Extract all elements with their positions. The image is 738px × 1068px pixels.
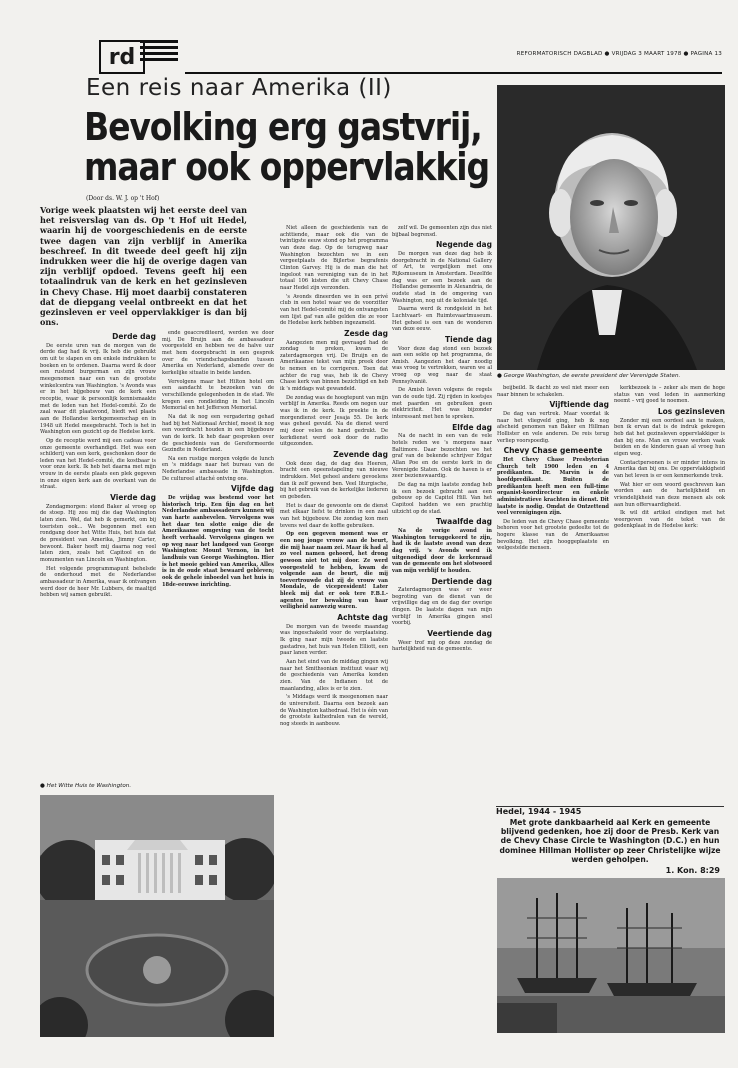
white-house-illustration [40, 795, 274, 1037]
portrait-illustration [497, 85, 725, 370]
column-4: zelf wil. De gemeenten zijn dus niet bijbaal begrensd. Negende dag De morgen van deze dag heb ik doorgebracht in de National Gallery of Art, te vergelijken met ons Rijksmuseum in Amsterdam. Dezelfde dag was er een bezoek aan de Hollandse gemeente in Alexandria, de oudste stad in de omgeving van Washington, nog uit de koloniale tijd. Daarna werd ik rondgeleid in het Luchtvaart- en Ruimtevaartmuseum. Het geheel is een van de wonderen van deze eeuw. Tiende dag Voor deze dag stond een bezoek aan een sekte op het programma, de Amish. Aangezien het daar noodig was vroeg te vertrekken, waren we al vroeg op weg naar de staat Pennsylvanië. De Amish leven volgens de regels van de oude tijd. Zij rijden in koetsjes met paarden en gebruiken geen elektriciteit. Het was bijzonder interessant met hen te spreken. Elfde dag Na de nacht in een van de vele hotels reden we 's morgens naar Baltimore. Daar bezochten we het graf van de bekende schrijver Edgar Allan Poe en de eerste kerk in de Verenigde Staten. Ook de haven is er zeer bezienswaardig. De dag na mijn laatste zondag heb ik een bezoek gebracht aan een gebouw op de Capitol Hill. Van het Capitool hadden we een prachtig uitzicht op de stad. Twaalfde dag Na de vorige avond in Washington teruggekeerd te zijn, had ik de laatste avond van deze dag vrij. 's Avonds werd ik uitgenodigd door de kerkenraad van de gemeente om het slotwoord van mijn verblijf te houden. Dertiende dag Zaterdagmorgen was er weer begroting van de dienst van de vrijwillige dag en de dag der overige dingen. De laatste dagen van mijn verblijf in Amerika gingen snel voorbij. Veertiende dag Weer trof mij op deze zondag de hartelijkheid van de gemeente. [392, 225, 492, 653]
section-twaalfde-dag: Twaalfde dag [435, 517, 492, 527]
article-intro: Vorige week plaatsten wij het eerste deel van het reisverslag van ds. Op 't Hof uit Hedel, waarin hij de voorgeschiedenis en de eerste twee dagen van zijn verblijf in Amerika beschreef. In dit tweede deel geeft hij zijn indrukken weer die hij de overige dagen van zijn verblijf opdoed. Tevens geeft hij een totaalindruk van de kerk en het gezinsleven in Chevy Chase. Hij moet daarbij constateren dat de diepgang veelal ontbreekt en dat het gezinsleven er veel oppervlakkiger is dan bij ons. [40, 205, 247, 328]
masthead-text: REFORMATORISCH DAGBLAD ● VRIJDAG 3 MAART 1978 ● PAGINA 13 [516, 51, 722, 57]
harbour-photo [497, 878, 725, 1033]
article-kicker: Een reis naar Amerika (II) [86, 75, 392, 101]
white-house-photo [40, 795, 274, 1037]
section-elfde-dag: Elfde dag [452, 422, 492, 432]
section-achtste-dag: Achtste dag [337, 613, 388, 623]
section-tiende-dag: Tiende dag [445, 334, 492, 344]
section-derde-dag: Derde dag [112, 332, 156, 341]
byline: (Door ds. W. J. op 't Hof) [86, 195, 160, 202]
newspaper-logo: rd [99, 40, 145, 74]
section-vijftiende-dag: Vijftiende dag [549, 400, 609, 410]
column-1: Derde dag De eerste uren van de morgen van de derde dag had ik vrij. Ik heb die gebruikt om uit te slapen en om enkele indrukken te boeken en te ordenen. Daarna werd ik door een rustend burgerman en zijn vrouw meegenomen naar een van de grootste winkelcentra van Washington. 's Avonds was er in het bijgebouw van de kerk een receptie, waar ik persoonlijk kennismaakte met de leden van het Hedel-comité. Zo de zaal waar dit plaatsvond, biedt wel plaats aan de Hollandse kerkgemeenschap en in 1948 uit Hedel meegebracht. Toch is het in Washington een gezicht op de Hedelse kerk. Op de receptie werd mij een cadeau voor onze gemeente overhandigd. Het was een schilderij van een kerk, geschonken door de leden van het Hedel-comité, die kostbaar is voor onze kerk. Ik heb het daarna met mijn vrouw in de eerste plaats een plek gegeven in onze eigen kerk aan de overkant van de straat. Vierde dag Zondagmorgen: stond Baker al vroeg op de stoep. Hij zou mij die dag Washington laten zien. Wel, dat heb ik gemerkt, om bij toeristen ook... We begonnen met een rondgang door het Witte Huis, het huis dat de president van Amerika, Jimmy Carter, bewoont. Baker heeft mij daarna nog veel laten zien, zoals het Capitool en de monumenten van Lincoln en Washington. Het volgende programmapunt behelsde de onderhoud met de Nederlandse ambassadeur in Amerika, waar ik ontvangen werd door de heer Mr. Lubbers, de maaltijd hebben wij samen gebruikt. [40, 332, 156, 599]
section-vijfde-dag: Vijfde dag [231, 484, 274, 494]
section-chevy-chase: Chevy Chase gemeente [503, 446, 603, 456]
column-3: Niet alleen de geschiedenis van de achttiende, maar ook die van de twintigste eeuw stond op het programma van deze dag. Op de terugweg naar Washington bezochten we in een vergeetplaats de Bijlertse begrafenis Clinton Garvey. Hij is de man die het ingeloot van vereniging van de in het totaal 106 kisten die uit Chevy Chase naar Hedel zijn verzonden. 's Avonds dineerden we in een privé club in een hotel waar we de voorzitter van het Hedel-comité mij de ontvangsten een lijst gaf van alle gelden die ze voor de Hedelse kerk hebben ingezameld. Zesde dag Aangezien men mij gevraagd had de zondag te preken, kwam de zaterdagmorgen vrij. De Bruijn en de Amerikaanse tekst van mijn preek door te nemen en te corrigeren. Toen dat achter de rug was, heb ik de Chevy Chase kerk van binnen bezichtigd en heb ik 's middags wat gewandeld. De zondag was de hoogtepunt van mijn verblijf in Amerika. Reeds om negen uur was ik in de kerk. Ik preekte in de morgendienst over Jesaja 55. De kerk was geheel gevuld. Na de dienst werd mij door velen de hand gedrukt. De kerkdienst werd ook door de radio uitgezonden. Zevende dag Ook deze dag, de dag des Heeren, bracht een opeenstapeling van nieuwe indrukken. Met geheel andere gevoelens dan ik zelf gewend ben. Veel liturgische, bij het gebruik van de kerkelijke liederen en gebeden. Het is daar de gewoonte om de dienst met elkaar liefst te drinken in een zaal van het bijgebouw. Die zondag kon men tevens wel daar de koffie gebruiken. Op een gegeven moment was er een nog jonge vrouw aan de beurt, die mij haar naam zei. Maar ik had al zo veel namen gehoord, het drong gewoon niet tot mij door. Ze werd voorgesteld te hebben, kwam de volgende aan de beurt, die mij toevertrouwde dat zij de vrouw van Mondale, de vicepresident! Later bleek mij dat er ook tere F.B.I.-agenten ter bewaking van haar veiligheid aanwezig waren. Achtste dag De morgen van de tweede maandag was ingeschakeld voor de verplaatsing. Ik ging naar mijn tweede en laatste gastadres, het huis van Helen Elliott, een paar lanen verder. Aan het eind van de middag gingen wij naar het Smithsonian instituut waar wij de geschiedenis van Amerika konden zien. Van de Indianen tot de maanlanding, alles is er te zien. 's Middags werd ik meegenomen naar de universiteit. Daarna een bezoek aan de Washington kathedraal. Het is één van de grootste kathedralen van de wereld, nog steeds in aanbouw. [280, 225, 388, 727]
column-6: kerkbezoek is – zeker als men de hoge status van veel leden in aanmerking neemt – vrij goed te noemen. Los gezinsleven Zonder mij een oordeel aan te maken, ben ik ervan dat is de indruk gekregen heb dat het gezinsleven oppervlakkiger is dan bij ons. Man en vrouw werken vaak beiden en de kinderen gaan al vroeg hun eigen weg. Contactpersonen is er minder intens in Amerika dan bij ons. De oppervlakkigheid van het leven is er een kenmerkende trek. Wat hier er een woord geschreven kan worden aan de hartelijkheid en vriendelijkheid van deze mensen als ook aan hun offervaardigheid. Ik wil dit artikel eindigen met het weergeven van de tekst van de gedenkplaat in de Hedelse kerk: [614, 385, 725, 530]
section-dertiende-dag: Dertiende dag [431, 576, 492, 586]
plaque-body: Met grote dankbaarheid aal Kerk en gemeente blijvend gedenken, hoe zij door de Presb. Kerk van de Chevy Chase Circle te Washington (D.C.) en hun dominee Hillman Hollister op zeer Christelijke wijze werden geholpen. [499, 818, 721, 864]
section-zesde-dag: Zesde dag [344, 328, 388, 338]
portrait-caption: ● George Washington, de eerste president der Verenigde Staten. [497, 373, 681, 379]
section-los-gezinsleven: Los gezinsleven [657, 406, 725, 416]
white-house-caption: ● Het Witte Huis te Washington. [40, 783, 132, 789]
article-headline: Bevolking erg gastvrij, maar ook oppervlakkig [84, 105, 489, 189]
logo-lines [140, 40, 178, 70]
section-negende-dag: Negende dag [435, 240, 492, 250]
plaque-title: Hedel, 1944 - 1945 [496, 807, 582, 816]
section-vierde-dag: Vierde dag [110, 493, 156, 503]
harbour-illustration [497, 878, 725, 1033]
section-veertiende-dag: Veertiende dag [427, 629, 492, 639]
masthead-rule [185, 58, 722, 74]
plaque-text [496, 806, 724, 875]
bible-reference: 1. Kon. 8:29 [665, 866, 720, 876]
section-zevende-dag: Zevende dag [333, 450, 388, 459]
column-5: beijbeild. Ik dacht zo wel niet meer een naar binnen te schakelen. Vijftiende dag De dag van vertrek. Maar voordat ik naar het vliegveld ging, heb ik nog afscheid genomen van Baker en Hillman Hollister en vele anderen. De reis terug verliep voorspoedig. Chevy Chase gemeente Het Chevy Chase Presbyterian Church telt 1900 leden en 4 predikanten. Dr. Marvin is de hoofdpredikant. Buiten de predikanten heeft men een full-time organist-koordirecteur en enkele administratieve krachten in dienst. Dit laatste is nodig. Omdat de Ontzettend veel verenigingen zijn. De leden van de Chevy Chase gemeente behoren voor het grootste gedeelte tot de hogere klasse van de Amerikaanse bevolking. Het zijn hooggeplaatste en welgestelde mensen. [497, 385, 609, 552]
washington-portrait [497, 85, 725, 370]
column-2: ende geaccrediteerd, werden we door mij. De Bruijn aan de ambassadeur voorgesteld en hebben we de halve uur met hem doorgebracht in een gesprek over de vriendschapsbanden tussen Amerika en Nederland, alsmede over de kerkelijke situatie in beide landen. Vervolgens maar het Hilton hotel om een aandacht te bezoeken van de verschillende gelegenheden in de stad. We kregen een rondleiding in het Lincoln Memorial en het Jefferson Memorial. Na dat ik nog een vergadering gehad had bij het Nationaal Archief, moest ik nog een voordracht houden in een bijgebouw van de kerk. Ik heb daar gesproken over de geschiedenis van de Gereformeerde Gezindte in Nederland. Na een rustige morgen volgde de lunch en 's middags naar het bureau van de Nederlandse ambassade in Washington. De cultureel attaché ontving ons. Vijfde dag De vrijdag was bestemd voor het historisch trip. Een fijn dag en het Nederlandse ambassadeurs kunnen wij van harte aanbevelen. Vervolgens was het daar ten slotte enige die de Amerikaanse omgeving van de tocht heeft verhaald. Vervolgens gingen we op weg naar het landgoed van George Washington: Mount Vernon, in het landhuis van George Washington. Hier is het mooie gebied van Amerika, Alles is in de oude staat bewaard gebleven; ook de gehele inboedel van het huis in 18de-eeuwse inrichting. [162, 330, 274, 588]
